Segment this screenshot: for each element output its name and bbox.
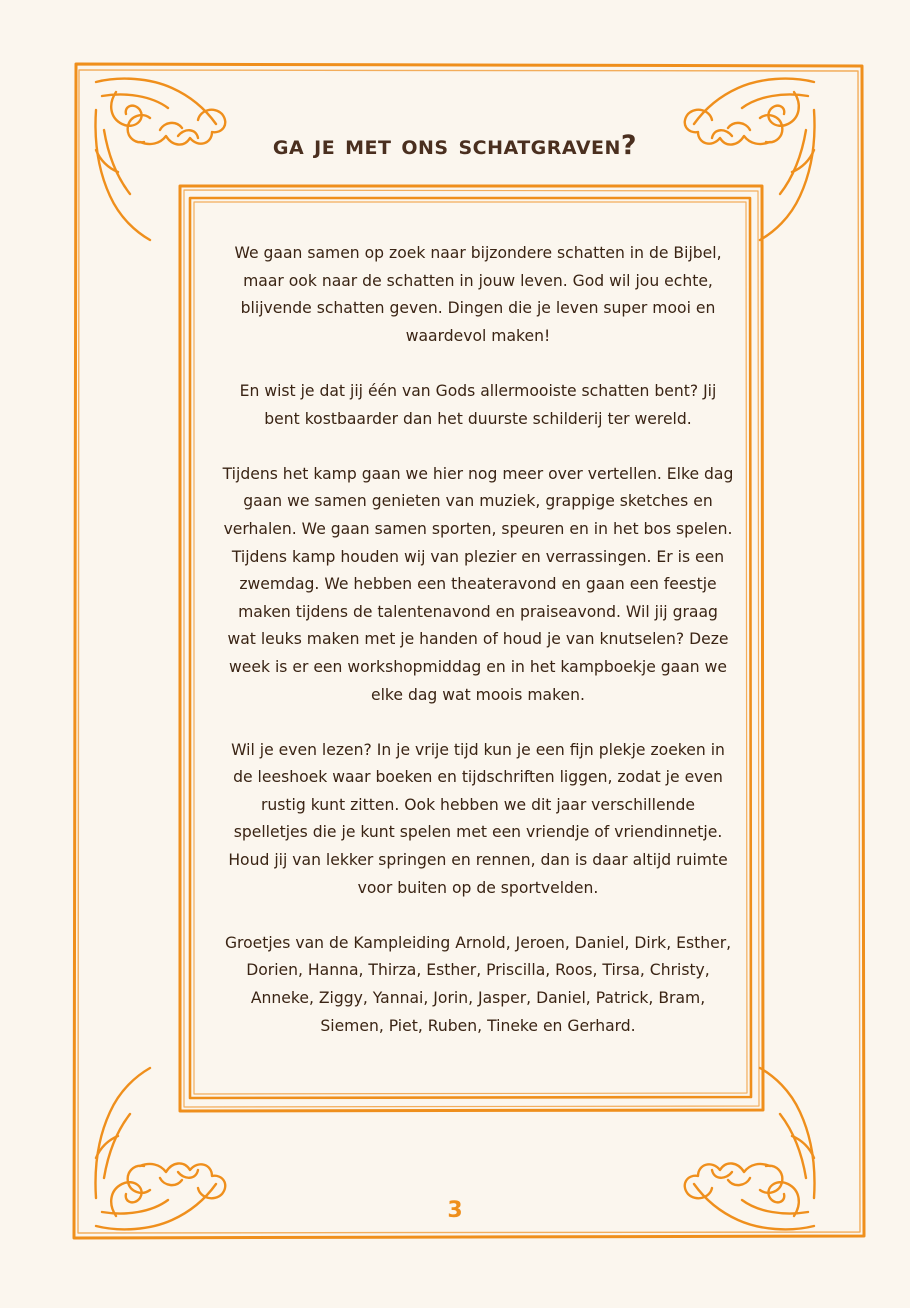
paragraph-treasure: En wist je dat jij één van Gods allermooiste schatten bent? Jij bent kostbaarder dan het duurste schilderij ter wereld. — [239, 381, 717, 428]
page-title: ga je met ons schatgraven? — [272, 130, 638, 162]
paragraph-greetings: Groetjes van de Kampleiding Arnold, Jeroen, Daniel, Dirk, Esther, Dorien, Hanna, Thirza, Esther, Priscilla, Roos, Tirsa, Christy, Anneke, Ziggy, Yannai, Jorin, Jasper, Daniel, Patrick, Bram, Siemen, Piet, Ruben, Tineke en Gerhard. — [224, 933, 732, 1035]
paragraph-camp-activities: Tijdens het kamp gaan we hier nog meer over vertellen. Elke dag gaan we samen genieten van muziek, grappige sketches en verhalen. We gaan samen sporten, speuren en in het bos spelen. Tijdens kamp houden wij van plezier en verrassingen. Er is een zwemdag. We hebben een theateravond en gaan een feestje maken tijdens de talentenavond en praiseavond. Wil jij graag wat leuks maken met je handen of houd je van knutselen? Deze week is er een workshopmiddag en in het kampboekje gaan we elke dag wat moois maken. — [222, 464, 734, 704]
paragraph-free-time: Wil je even lezen? In je vrije tijd kun je een fijn plekje zoeken in de leeshoek waar boeken en tijdschriften liggen, zodat je even rustig kunt zitten. Ook hebben we dit jaar verschillende spelletjes die je kunt spelen met een vriendje of vriendinnetje. Houd jij van lekker springen en rennen, dan is daar altijd ruimte voor buiten op de sportvelden. — [228, 740, 728, 897]
paragraph-intro: We gaan samen op zoek naar bijzondere schatten in de Bijbel, maar ook naar de schatten in jouw leven. God wil jou echte, blijvende schatten geven. Dingen die je leven super mooi en waardevol maken! — [234, 244, 722, 345]
page-number: 3 — [447, 1198, 463, 1223]
body-text — [222, 240, 734, 1068]
